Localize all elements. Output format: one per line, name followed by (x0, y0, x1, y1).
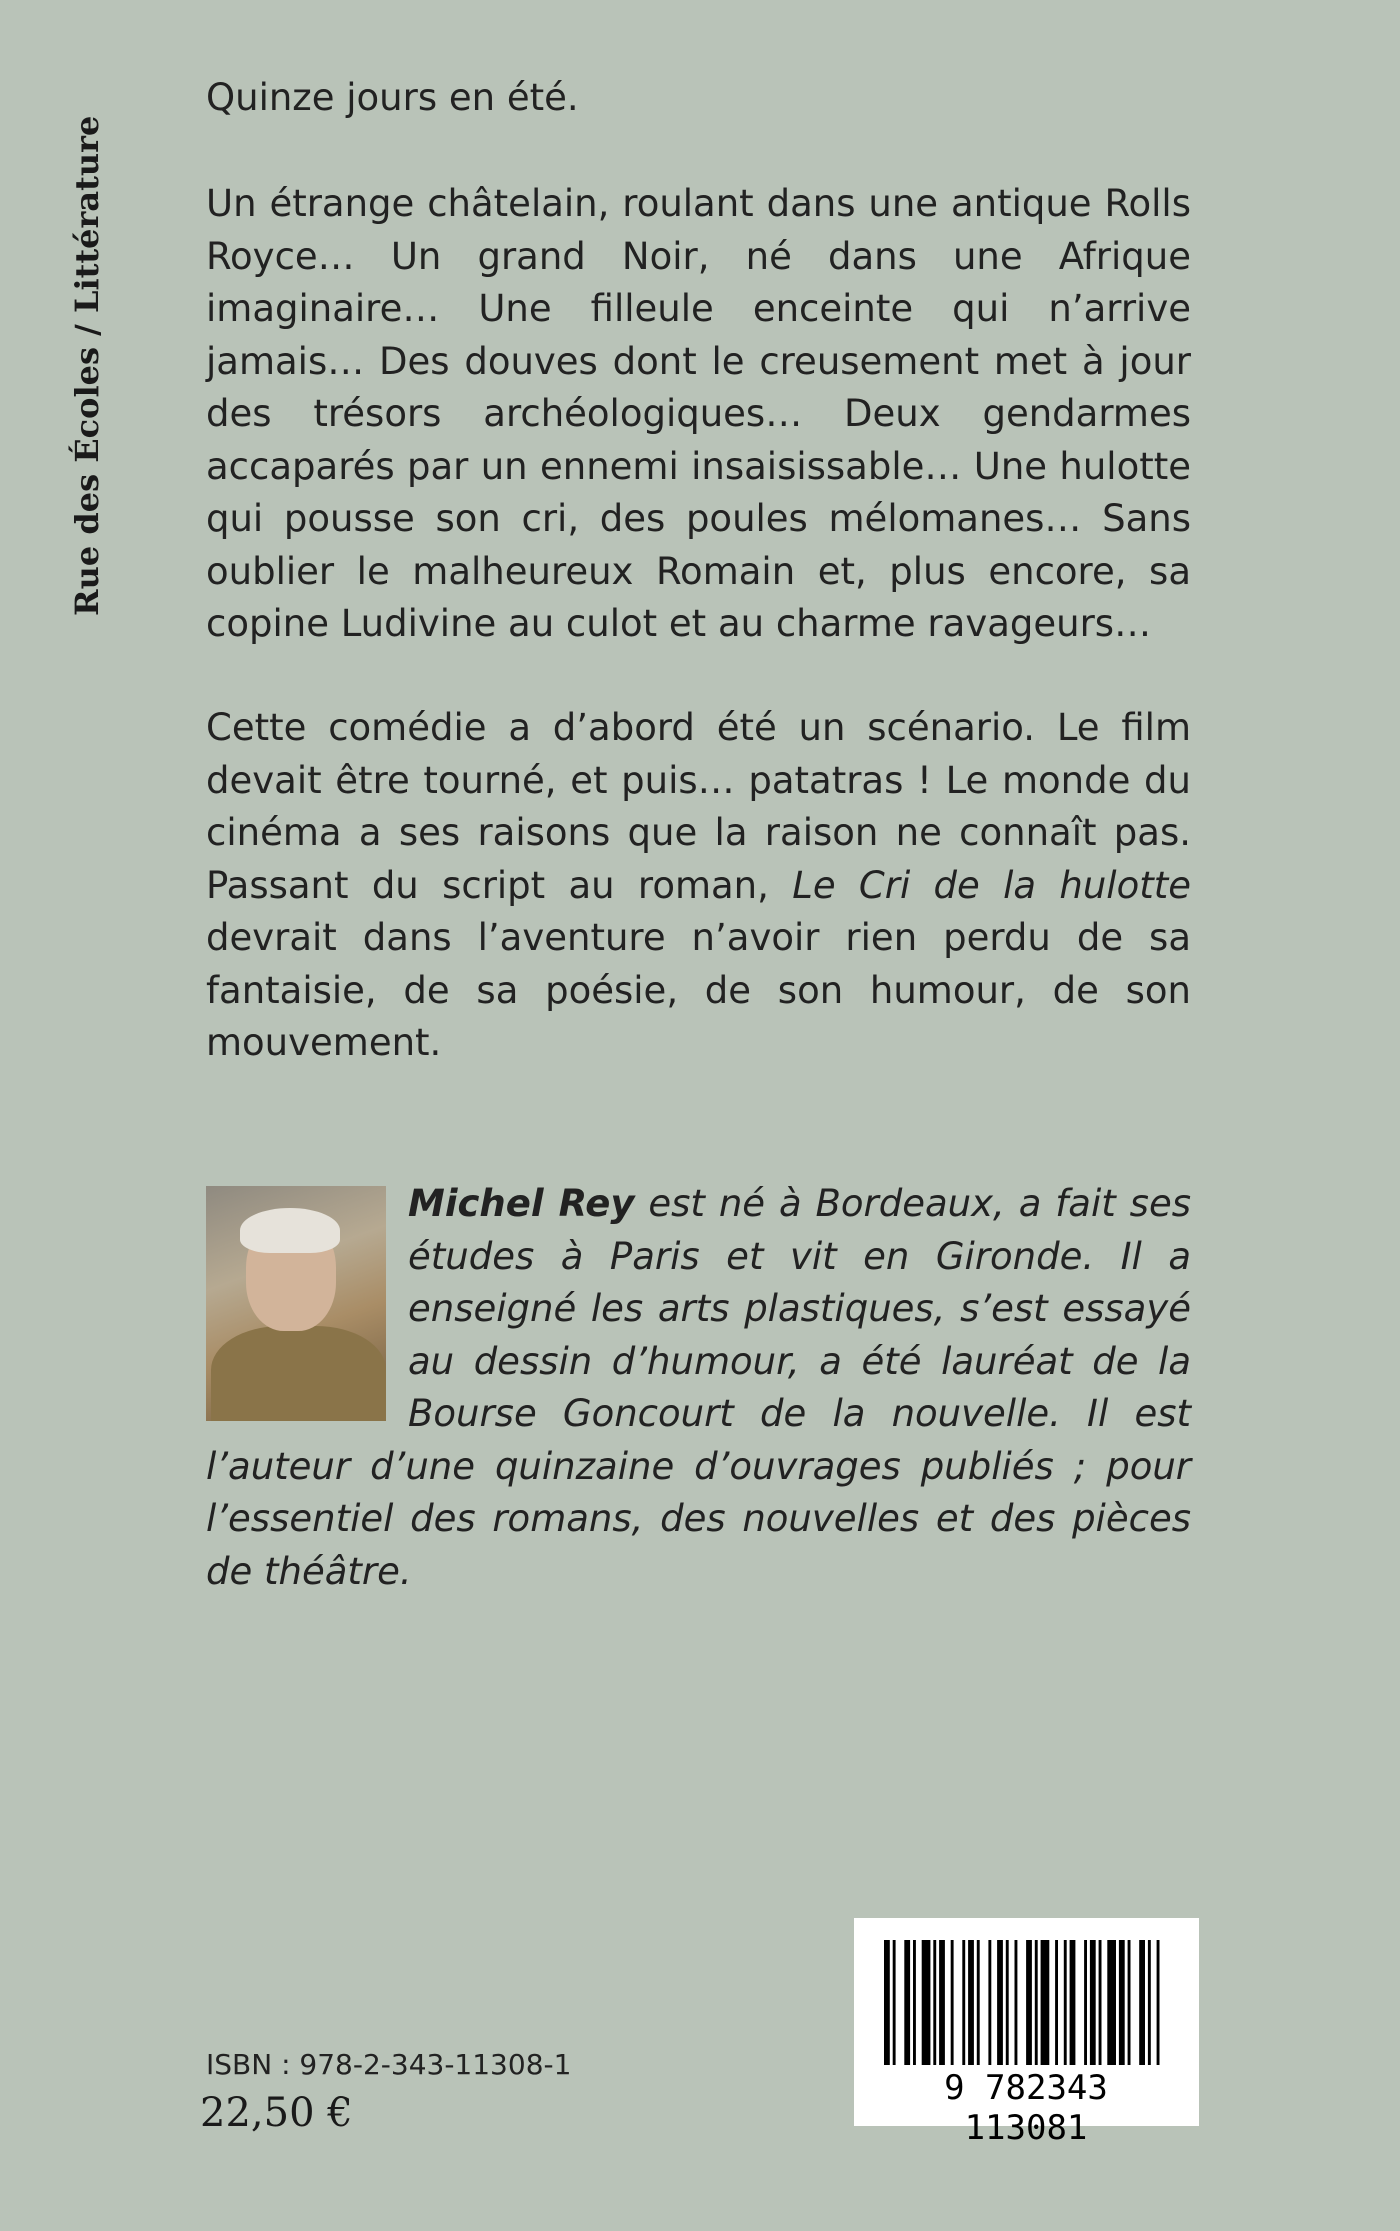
barcode-bar (1070, 1940, 1076, 2065)
barcode-bar (1090, 1940, 1096, 2065)
barcode-bar (1015, 1940, 1018, 2065)
barcode-bar (968, 1940, 974, 2065)
barcode-bar (951, 1940, 954, 2065)
photo-hair-shape (240, 1208, 340, 1253)
photo-jacket-shape (211, 1326, 386, 1421)
synopsis-text: Un étrange châtelain, roulant dans une antique Rolls Royce… Un grand Noir, né dans une Afrique imaginaire… Une filleule enceinte qui n’arrive jamais… Des douves dont le creusement met à jour des trésors archéologiques… Deux gendarmes accaparés par un ennemi insaisissable… Une hulotte qui pousse son cri, des poules mélomanes… Sans oublier le malheureux Romain et, plus encore, sa copine Ludivine au culot et au charme ravageurs… (206, 182, 1191, 645)
synopsis-paragraph (206, 178, 1191, 651)
author-name: Michel Rey (408, 1182, 635, 1225)
book-title: Le Cri de la hulotte (792, 863, 1191, 907)
intro-line (206, 72, 1191, 125)
barcode-bar (1157, 1940, 1160, 2065)
barcode-bar (893, 1940, 896, 2065)
barcode-bar (922, 1940, 931, 2065)
barcode-bar (1041, 1940, 1050, 2065)
barcode-bar (884, 1940, 890, 2065)
bio-text: est né à Bordeaux, a fait ses études à Paris et vit en Gironde. Il a enseigné les arts plastiques, s’est essayé au dessin d’humour, a été lauréat de la Bourse Goncourt de la nouvelle. Il est l’auteur d’une quinzaine d’ouvrages publiés ; pour l’essentiel des romans, des nouvelles et des pièces de théâtre. (206, 1182, 1191, 1593)
barcode-bar (1006, 1940, 1009, 2065)
barcode-bar (1148, 1940, 1151, 2065)
barcode-bar (1099, 1940, 1102, 2065)
barcode-bar (939, 1940, 945, 2065)
barcode-bar (913, 1940, 916, 2065)
barcode-bar (1128, 1940, 1131, 2065)
series-title: Rue des Écoles / Littérature (68, 115, 106, 616)
barcode-bar (933, 1940, 936, 2065)
barcode (854, 1918, 1199, 2148)
barcode-bars (876, 1940, 1176, 2065)
barcode-bar (1055, 1940, 1058, 2065)
author-bio (206, 1178, 1191, 1598)
barcode-bar (1119, 1940, 1125, 2065)
barcode-bar (977, 1940, 980, 2065)
barcode-bar (997, 1940, 1003, 2065)
isbn: ISBN : 978-2-343-11308-1 (206, 2048, 572, 2081)
author-photo (206, 1186, 386, 1421)
spine-label (62, 101, 112, 616)
context-text (206, 702, 1191, 1070)
barcode-bar (904, 1940, 910, 2065)
barcode-digits: 9 782343 113081 (944, 2068, 1108, 2148)
barcode-bar (1139, 1940, 1145, 2065)
barcode-bar (1064, 1940, 1067, 2065)
barcode-bar (1107, 1940, 1116, 2065)
context-text-start: Cette comédie a d’abord été un scénario. Le film devait être tourné, et puis… patatras ! Le monde du cinéma a ses raisons que la raison ne connaît pas. Passant du script au roman, (206, 706, 1191, 907)
intro-text: Quinze jours en été. (206, 76, 579, 119)
context-paragraph (206, 702, 1191, 1070)
barcode-bar (988, 1940, 991, 2065)
barcode-bar (1026, 1940, 1032, 2065)
barcode-bar (1035, 1940, 1038, 2065)
price: 22,50 € (200, 2090, 353, 2136)
barcode-bar (962, 1940, 965, 2065)
barcode-bar (1084, 1940, 1087, 2065)
context-text-end: devrait dans l’aventure n’avoir rien perdu de sa fantaisie, de sa poésie, de son humour, de son mouvement. (206, 916, 1191, 1064)
